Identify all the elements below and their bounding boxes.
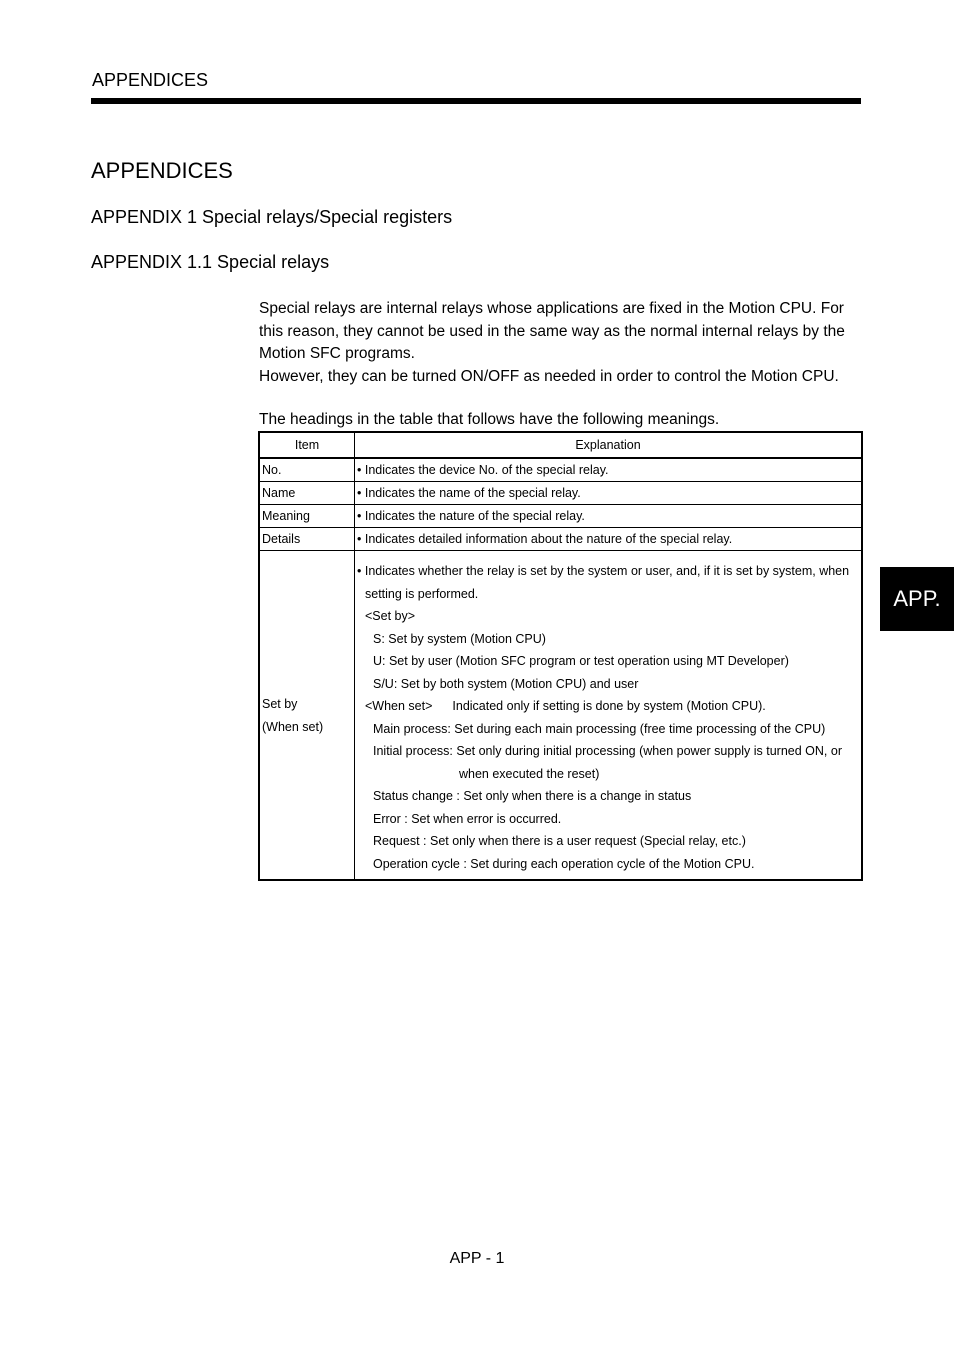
page-title: APPENDICES (91, 158, 233, 183)
column-header-item: Item (259, 432, 355, 458)
row-item (259, 551, 355, 881)
setby-line: • Indicates whether the relay is set by the system or user, and, if it is set by system, when (357, 564, 850, 578)
when-set-note: Indicated only if setting is done by system (Motion CPU). (452, 699, 766, 713)
when-set-label: <When set> (365, 699, 433, 713)
row-item: No. (259, 458, 355, 482)
setby-line: <Set by> (365, 609, 416, 623)
row-explanation: • Indicates the device No. of the special relay. (355, 458, 863, 482)
row-item: Meaning (259, 505, 355, 528)
section-heading: APPENDIX 1 Special relays/Special registers (91, 207, 453, 227)
setby-line: when executed the reset) (459, 766, 600, 781)
setby-line (357, 695, 859, 718)
header-rule (91, 98, 861, 104)
setby-line: Status change : Set only when there is a change in status (373, 789, 692, 803)
setby-item-line: Set by (262, 697, 298, 711)
intro-paragraph-1: Special relays are internal relays whose applications are fixed in the Motion CPU. For this reason, they cannot be used in the same way as the normal internal relays by the Motion SFC programs. (259, 300, 845, 362)
setby-line: S: Set by system (Motion CPU) (373, 631, 546, 646)
table-row-setby (259, 551, 862, 881)
setby-line: Request : Set only when there is a user request (Special relay, etc.) (373, 834, 746, 848)
setby-line: U: Set by user (Motion SFC program or test operation using MT Developer) (373, 654, 789, 668)
setby-line: Operation cycle : Set during each operation cycle of the Motion CPU. (373, 856, 755, 871)
table-row (259, 528, 862, 551)
setby-line: setting is performed. (365, 586, 479, 601)
row-explanation: • Indicates detailed information about the nature of the special relay. (355, 528, 863, 551)
row-explanation (355, 551, 863, 881)
subsection-heading: APPENDIX 1.1 Special relays (91, 252, 330, 272)
row-explanation: • Indicates the nature of the special relay. (355, 505, 863, 528)
setby-line: Main process: Set during each main processing (free time processing of the CPU) (373, 721, 826, 736)
row-item: Details (259, 528, 355, 551)
table-header-row (259, 432, 862, 458)
setby-line: S/U: Set by both system (Motion CPU) and user (373, 676, 639, 691)
table-row (259, 458, 862, 482)
setby-line: Initial process: Set only during initial processing (when power supply is turned ON, or (373, 744, 842, 758)
setby-line: Error : Set when error is occurred. (373, 811, 562, 826)
headings-table (258, 431, 863, 881)
table-caption: The headings in the table that follows have the following meanings. (259, 411, 720, 428)
table-row (259, 505, 862, 528)
setby-item-line: (When set) (262, 719, 324, 734)
row-item: Name (259, 482, 355, 505)
appendix-side-tab: APP. (880, 567, 954, 631)
column-header-explanation: Explanation (355, 432, 863, 458)
page-number: APP - 1 (449, 1250, 505, 1267)
running-header: APPENDICES (92, 70, 209, 90)
intro-paragraph-2: However, they can be turned ON/OFF as needed in order to control the Motion CPU. (259, 367, 839, 385)
intro-text (259, 298, 859, 388)
table-row (259, 482, 862, 505)
row-explanation: • Indicates the name of the special relay. (355, 482, 863, 505)
